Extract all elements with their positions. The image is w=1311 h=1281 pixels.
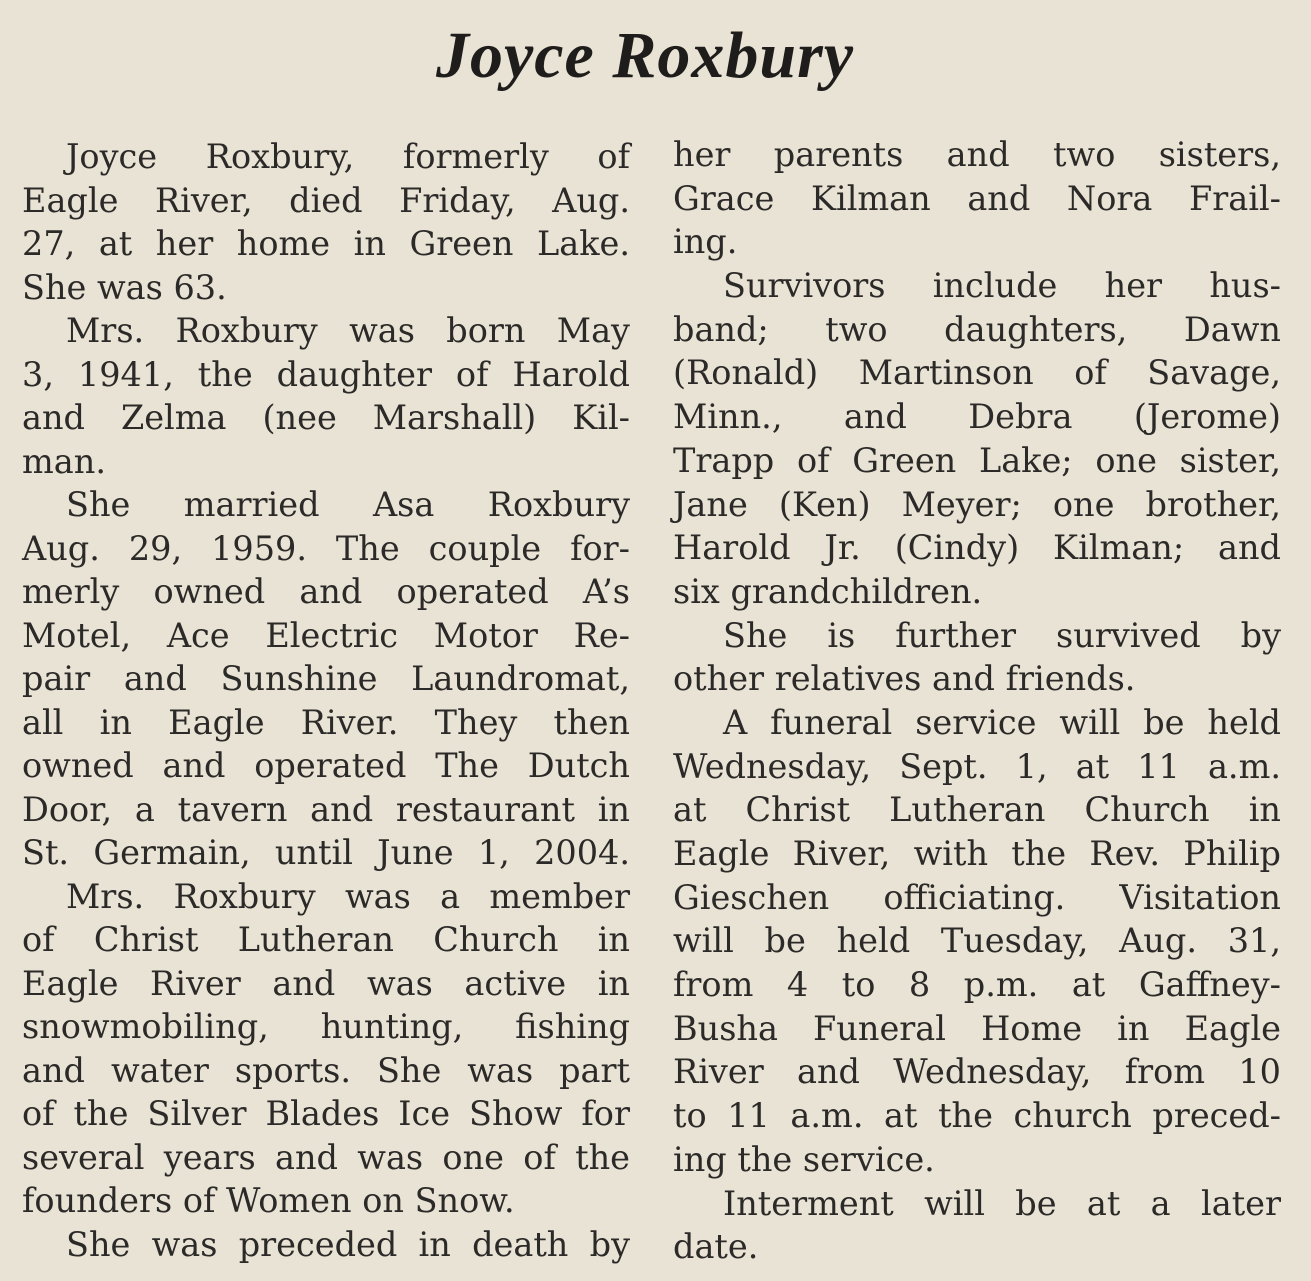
text-line: Minn., and Debra (Jerome) — [673, 397, 1281, 437]
text-line: Motel, Ace Electric Motor Re- — [22, 615, 630, 655]
text-line: 27, at her home in Green Lake. — [22, 224, 630, 263]
text-line: St. Germain, until June 1, 2004. — [22, 833, 630, 872]
text-line: founders of Women on Snow. — [22, 1181, 515, 1220]
text-line: owned and operated The Dutch — [22, 746, 630, 785]
text-line: to 11 a.m. at the church preced- — [673, 1096, 1281, 1136]
text-line: Jane (Ken) Meyer; one brother, — [673, 484, 1281, 524]
left-column — [22, 135, 630, 1266]
right-column — [673, 133, 1281, 1269]
text-line: Aug. 29, 1959. The couple for- — [22, 528, 630, 568]
text-line: band; two daughters, Dawn — [673, 309, 1281, 349]
text-line: Wednesday, Sept. 1, at 11 a.m. — [673, 746, 1281, 786]
text-line: of Christ Lutheran Church in — [22, 920, 630, 959]
text-line: several years and was one of the — [22, 1137, 630, 1177]
text-line: snowmobiling, hunting, fishing — [22, 1007, 630, 1046]
text-line: and Zelma (nee Marshall) Kil- — [22, 398, 630, 437]
text-line: Door, a tavern and restaurant in — [22, 789, 630, 829]
text-line: River and Wednesday, from 10 — [673, 1052, 1281, 1092]
text-line: merly owned and operated A’s — [22, 572, 630, 611]
text-line: Harold Jr. (Cindy) Kilman; and — [673, 528, 1281, 568]
text-line: Mrs. Roxbury was born May — [66, 311, 630, 350]
text-line: from 4 to 8 p.m. at Gaffney- — [673, 965, 1281, 1005]
text-line: Busha Funeral Home in Eagle — [673, 1008, 1281, 1048]
text-line: of the Silver Blades Ice Show for — [22, 1094, 630, 1133]
text-line: date. — [673, 1227, 759, 1267]
obituary-title: Joyce Roxbury — [435, 19, 855, 92]
text-line: Gieschen officiating. Visitation — [673, 877, 1281, 917]
text-line: will be held Tuesday, Aug. 31, — [673, 921, 1281, 961]
text-line: She married Asa Roxbury — [66, 485, 630, 524]
text-line: man. — [22, 441, 106, 481]
text-line: Eagle River, died Friday, Aug. — [22, 180, 630, 220]
text-line: Interment will be at a later — [723, 1183, 1281, 1223]
text-line: Eagle River and was active in — [22, 963, 630, 1003]
text-line: (Ronald) Martinson of Savage, — [673, 353, 1281, 393]
text-line: other relatives and friends. — [673, 659, 1136, 699]
text-line: Mrs. Roxbury was a member — [66, 876, 630, 916]
text-line: She was 63. — [22, 267, 227, 307]
text-line: Eagle River, with the Rev. Philip — [673, 834, 1281, 873]
text-line: ing. — [673, 222, 738, 262]
text-line: and water sports. She was part — [22, 1050, 630, 1090]
text-line: all in Eagle River. They then — [22, 702, 630, 742]
text-line: 3, 1941, the daughter of Harold — [22, 354, 630, 394]
text-line: She was preceded in death by — [66, 1224, 630, 1264]
text-line: Survivors include her hus- — [723, 266, 1281, 306]
text-line: Joyce Roxbury, formerly of — [66, 137, 630, 176]
text-line: She is further survived by — [723, 615, 1281, 655]
text-line: Trapp of Green Lake; one sister, — [673, 440, 1281, 480]
text-line: A funeral service will be held — [723, 702, 1281, 742]
text-line: ing the service. — [673, 1139, 935, 1179]
text-line: pair and Sunshine Laundromat, — [22, 659, 630, 698]
text-line: her parents and two sisters, — [673, 135, 1281, 174]
text-line: at Christ Lutheran Church in — [673, 790, 1281, 830]
text-line: six grandchildren. — [673, 571, 983, 611]
text-line: Grace Kilman and Nora Frail- — [673, 178, 1281, 218]
